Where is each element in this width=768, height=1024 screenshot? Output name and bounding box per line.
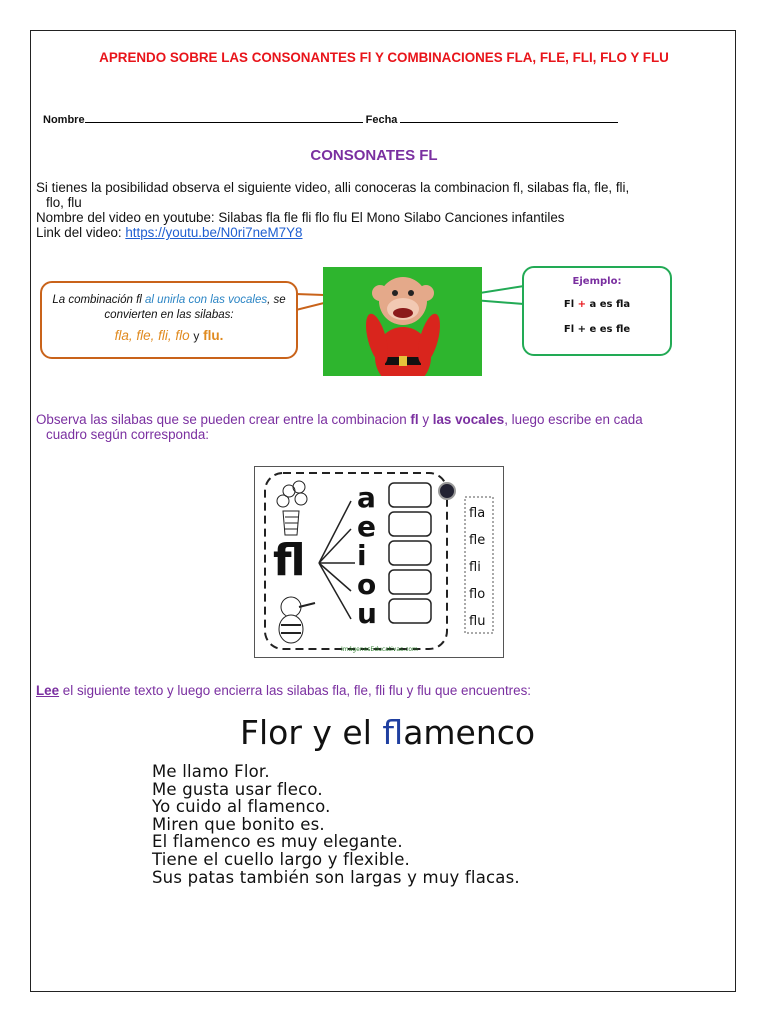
reading-line: Yo cuido al flamenco. <box>152 797 331 817</box>
answer-syllable: flo <box>469 587 486 602</box>
exercise-vowel: u <box>357 597 377 630</box>
lee-rest: el siguiente texto y luego encierra las silabas fla, fle, fli flu y flu que encuentres: <box>59 683 531 698</box>
callout-flu: flu. <box>203 328 224 343</box>
example-heading: Ejemplo: <box>572 276 622 287</box>
callout-text-2: al unirla con las vocales <box>145 294 268 306</box>
observe-line-2: cuadro según corresponda: <box>46 427 210 442</box>
observe-text-1: Observa las silabas que se pueden crear entre la combinacion <box>36 412 411 427</box>
reading-line: Miren que bonito es. <box>152 814 325 834</box>
callout-text-3: , se convierten en las silabas: <box>104 294 286 321</box>
callout-syllables: fla, fle, fli, flo <box>114 328 190 343</box>
reading-line: El flamenco es muy elegante. <box>152 832 403 852</box>
observe-paragraph <box>36 412 728 442</box>
observe-y: y <box>418 412 433 427</box>
exercise-vowel: i <box>357 539 367 572</box>
example-2: Fl + e es fle <box>563 324 631 335</box>
reading-text-image <box>150 711 594 901</box>
answer-box[interactable] <box>389 541 431 565</box>
answer-box[interactable] <box>389 512 431 536</box>
reading-line: Me llamo Flor. <box>152 762 270 781</box>
exercise-combo: fl <box>273 535 306 586</box>
answer-syllable: fla <box>469 506 486 521</box>
reading-title <box>240 713 535 752</box>
reading-line: Tiene el cuello largo y flexible. <box>152 849 410 869</box>
callout-text-1: La combinación fl <box>52 294 146 306</box>
observe-text-2: , luego escribe en cada <box>504 412 643 427</box>
reading-line: Sus patas también son largas y muy flacas. <box>152 867 520 887</box>
lee-paragraph <box>36 683 726 698</box>
intro-line-1: Si tienes la posibilidad observa el siguiente video, alli conoceras la combinacion fl, silabas fla, fle, fli, <box>36 180 630 195</box>
answer-box[interactable] <box>389 599 431 623</box>
combination-callout <box>40 281 298 359</box>
reading-lines <box>152 763 520 886</box>
reading-title-fl: fl <box>382 713 404 752</box>
nombre-label: Nombre <box>43 114 85 126</box>
example-plus: + <box>577 299 587 310</box>
fecha-label: Fecha <box>365 114 398 126</box>
exercise-vowel: o <box>357 568 377 601</box>
answer-box[interactable] <box>389 483 431 507</box>
exercise-watermark: ImágenesEducativas.com <box>341 646 418 653</box>
reading-title-a: Flor y el <box>240 713 383 752</box>
observe-fl: fl <box>410 412 419 427</box>
intro-line-3: Nombre del video en youtube: Silabas fla fle fli flo flu El Mono Silabo Canciones infantiles <box>36 210 565 225</box>
section-title: CONSONATES FL <box>310 147 438 164</box>
syllable-exercise-card <box>254 466 504 658</box>
callout-y: y <box>193 329 200 343</box>
example-1-fl: Fl <box>563 299 575 310</box>
answer-syllable: flu <box>469 614 486 629</box>
monkey-puppet-icon <box>323 267 482 376</box>
intro-line-2: flo, flu <box>46 195 82 210</box>
exercise-vowel: e <box>357 510 376 543</box>
lee-word: Lee <box>36 683 60 698</box>
reading-title-c: amenco <box>403 713 536 752</box>
exercise-vowel: a <box>357 481 376 514</box>
answer-syllable: fli <box>469 560 481 575</box>
video-link[interactable]: https://youtu.be/N0ri7neM7Y8 <box>125 225 303 240</box>
example-callout <box>522 266 672 356</box>
answer-syllable: fle <box>469 533 486 548</box>
page-title: APRENDO SOBRE LAS CONSONANTES Fl Y COMBINACIONES FLA, FLE, FLI, FLO Y FLU <box>99 50 669 65</box>
monkey-video-thumbnail <box>323 267 482 376</box>
observe-vocales: las vocales <box>432 412 505 427</box>
link-label: Link del video: <box>36 225 126 240</box>
exercise-drawing <box>255 467 505 659</box>
reading-line: Me gusta usar fleco. <box>152 779 323 799</box>
example-1-rest: a es fla <box>589 299 631 310</box>
answer-box[interactable] <box>389 570 431 594</box>
